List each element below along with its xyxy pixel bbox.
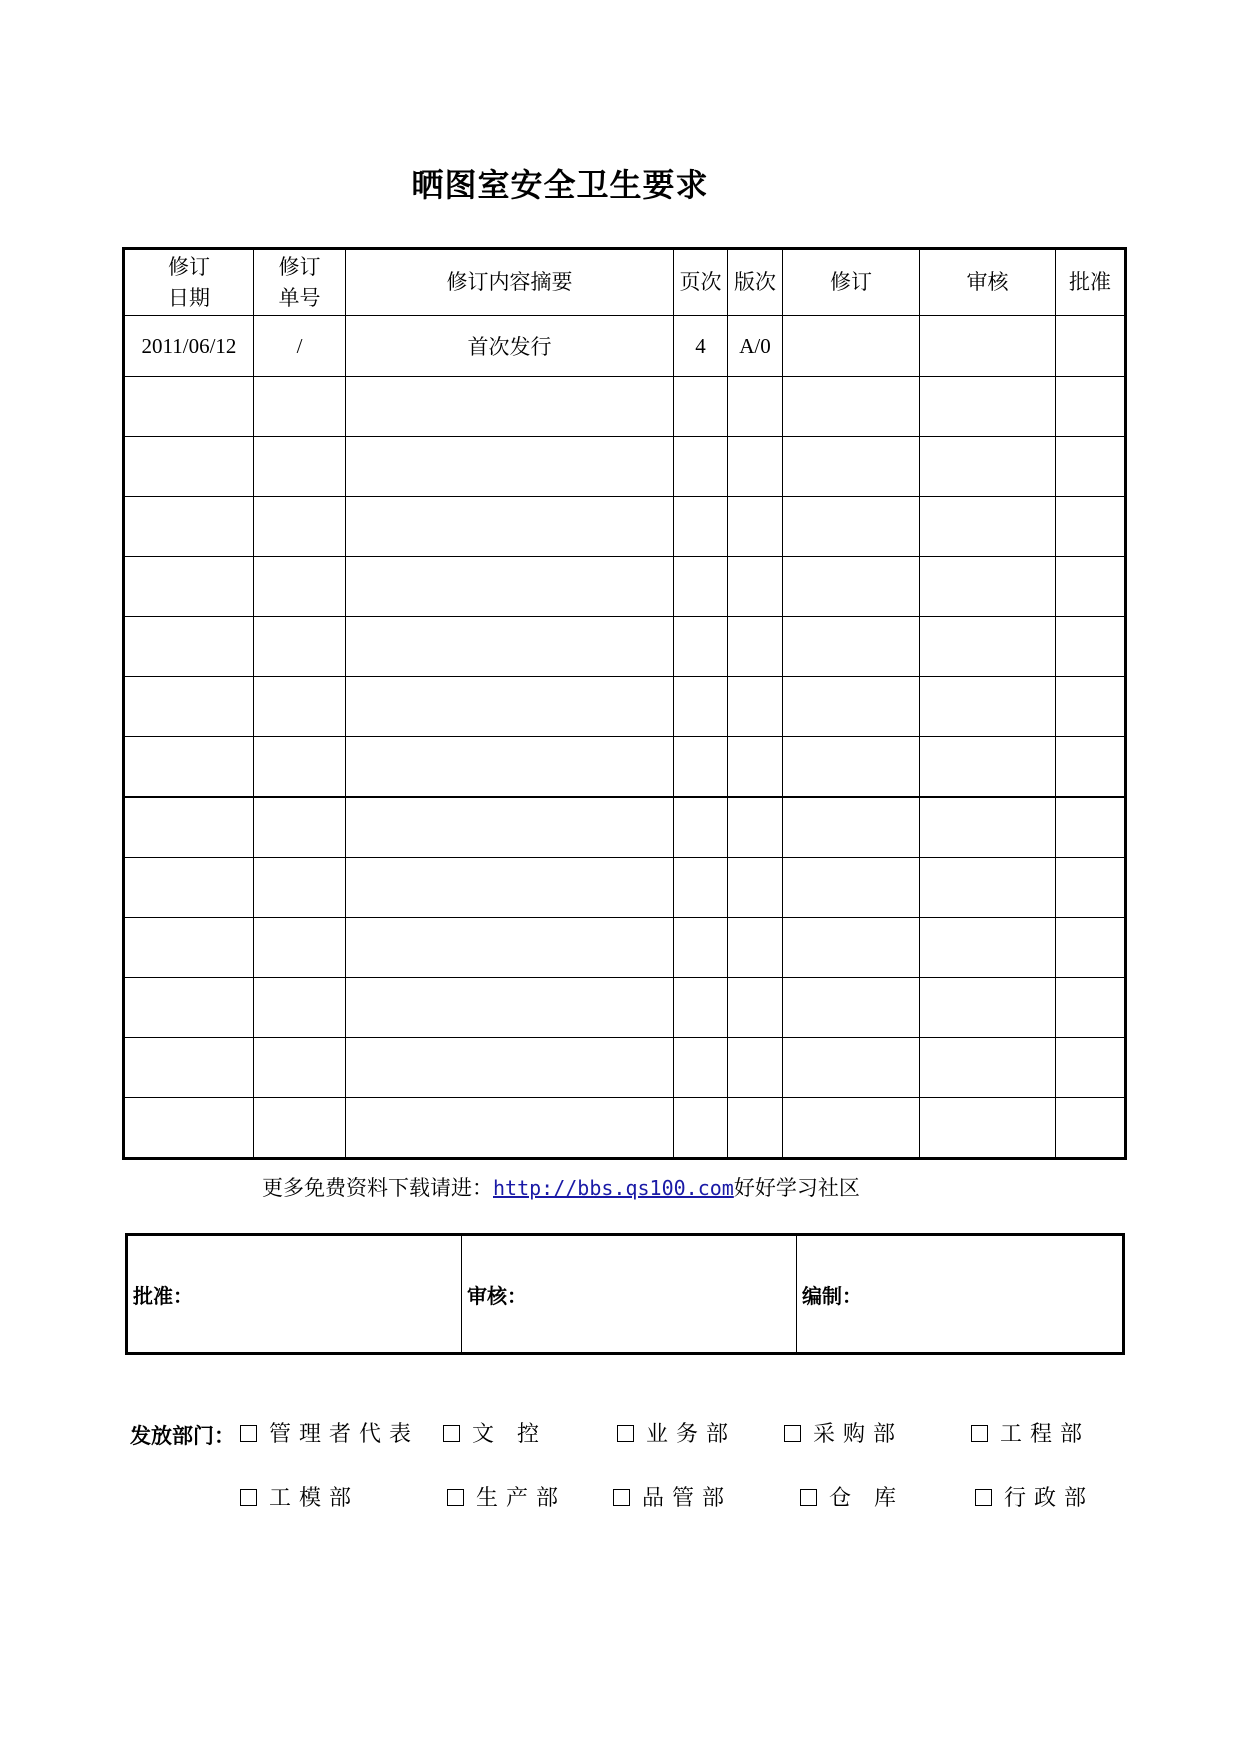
table-cell <box>920 737 1056 798</box>
table-cell <box>1056 497 1126 557</box>
table-cell <box>920 377 1056 437</box>
distribution-option-label: 文 控 <box>472 1422 547 1447</box>
table-cell <box>1056 978 1126 1038</box>
table-cell <box>346 918 674 978</box>
table-cell <box>254 557 346 617</box>
table-cell <box>254 377 346 437</box>
table-cell <box>254 978 346 1038</box>
table-cell <box>783 797 920 858</box>
table-cell <box>920 978 1056 1038</box>
table-cell <box>346 1038 674 1098</box>
checkbox-icon[interactable] <box>240 1425 257 1442</box>
table-cell <box>254 617 346 677</box>
distribution-option[interactable] <box>240 1417 419 1448</box>
table-cell <box>728 918 783 978</box>
table-cell <box>674 677 728 737</box>
table-cell <box>1056 1038 1126 1098</box>
table-cell <box>674 858 728 918</box>
table-cell <box>1056 316 1126 377</box>
table-cell <box>124 437 254 497</box>
table-cell <box>783 617 920 677</box>
table-cell <box>783 1098 920 1159</box>
distribution-option[interactable] <box>443 1417 547 1448</box>
table-cell <box>674 1038 728 1098</box>
table-row <box>124 737 1126 798</box>
table-cell <box>920 1098 1056 1159</box>
table-cell <box>254 437 346 497</box>
table-cell <box>1056 437 1126 497</box>
table-cell: 4 <box>674 316 728 377</box>
table-cell <box>920 316 1056 377</box>
distribution-option-label: 业务部 <box>646 1422 737 1447</box>
table-cell <box>124 1098 254 1159</box>
table-cell <box>254 1098 346 1159</box>
table-cell <box>783 737 920 798</box>
promo-prefix: 更多免费资料下载请进： <box>262 1176 493 1200</box>
table-cell <box>124 978 254 1038</box>
review-label: 审核： <box>467 1283 527 1308</box>
distribution-option-label: 仓 库 <box>829 1486 904 1511</box>
header-revision-date <box>124 249 254 316</box>
checkbox-icon[interactable] <box>613 1489 630 1506</box>
table-cell <box>254 858 346 918</box>
distribution-option[interactable] <box>240 1481 359 1512</box>
distribution-option-label: 工程部 <box>1000 1422 1091 1447</box>
table-cell <box>124 377 254 437</box>
table-cell <box>254 797 346 858</box>
distribution-option[interactable] <box>975 1481 1094 1512</box>
table-cell <box>124 737 254 798</box>
distribution-option[interactable] <box>613 1481 732 1512</box>
table-cell <box>1056 377 1126 437</box>
table-cell <box>920 858 1056 918</box>
table-row <box>124 316 1126 377</box>
table-row <box>124 557 1126 617</box>
checkbox-icon[interactable] <box>443 1425 460 1442</box>
table-cell <box>346 858 674 918</box>
table-row <box>124 858 1126 918</box>
table-cell <box>920 497 1056 557</box>
header-text: 修订内容摘要 <box>446 270 573 294</box>
distribution-option[interactable] <box>784 1417 903 1448</box>
table-cell <box>783 497 920 557</box>
table-cell <box>346 377 674 437</box>
table-cell <box>254 737 346 798</box>
table-cell <box>346 497 674 557</box>
prepare-cell[interactable] <box>797 1235 1124 1354</box>
table-cell <box>728 1038 783 1098</box>
table-cell <box>728 858 783 918</box>
table-cell <box>346 737 674 798</box>
checkbox-icon[interactable] <box>784 1425 801 1442</box>
table-cell <box>920 437 1056 497</box>
table-cell <box>783 677 920 737</box>
table-cell <box>920 797 1056 858</box>
table-cell: A/0 <box>728 316 783 377</box>
checkbox-icon[interactable] <box>617 1425 634 1442</box>
table-cell <box>254 497 346 557</box>
distribution-option[interactable] <box>617 1417 736 1448</box>
table-cell <box>674 437 728 497</box>
table-cell <box>346 437 674 497</box>
checkbox-icon[interactable] <box>447 1489 464 1506</box>
signature-table <box>125 1233 1125 1355</box>
table-row <box>124 1038 1126 1098</box>
checkbox-icon[interactable] <box>240 1489 257 1506</box>
table-cell <box>346 617 674 677</box>
table-cell <box>1056 1098 1126 1159</box>
table-cell <box>674 918 728 978</box>
table-cell <box>674 978 728 1038</box>
header-revision-summary <box>346 249 674 316</box>
table-cell: 首次发行 <box>346 316 674 377</box>
table-cell <box>674 377 728 437</box>
header-text: 修订 <box>830 270 872 294</box>
distribution-option[interactable] <box>800 1481 904 1512</box>
table-row <box>124 617 1126 677</box>
header-page <box>674 249 728 316</box>
table-cell <box>254 918 346 978</box>
table-cell <box>1056 737 1126 798</box>
table-cell <box>728 797 783 858</box>
table-cell <box>254 1038 346 1098</box>
table-cell <box>124 617 254 677</box>
table-row <box>124 978 1126 1038</box>
table-cell <box>1056 797 1126 858</box>
checkbox-icon[interactable] <box>800 1489 817 1506</box>
table-cell <box>920 918 1056 978</box>
approve-label: 批准： <box>133 1283 193 1308</box>
table-cell <box>728 978 783 1038</box>
table-cell <box>728 737 783 798</box>
distribution-option-label: 工模部 <box>269 1486 360 1511</box>
distribution-option-label: 行政部 <box>1004 1486 1095 1511</box>
header-text: 修订 日期 <box>168 254 210 310</box>
header-approved-by <box>1056 249 1126 316</box>
table-row <box>124 377 1126 437</box>
table-cell: 2011/06/12 <box>124 316 254 377</box>
table-cell: / <box>254 316 346 377</box>
table-cell <box>124 497 254 557</box>
approve-cell[interactable] <box>127 1235 462 1354</box>
distribution-option[interactable] <box>447 1481 566 1512</box>
table-cell <box>920 557 1056 617</box>
table-cell <box>728 377 783 437</box>
table-cell <box>674 1098 728 1159</box>
table-cell <box>254 677 346 737</box>
table-cell <box>783 316 920 377</box>
table-row <box>124 497 1126 557</box>
table-cell <box>783 437 920 497</box>
table-cell <box>783 978 920 1038</box>
header-version <box>728 249 783 316</box>
checkbox-icon[interactable] <box>975 1489 992 1506</box>
table-header-row <box>124 249 1126 316</box>
table-cell <box>783 557 920 617</box>
table-cell <box>346 557 674 617</box>
table-cell <box>783 1038 920 1098</box>
table-cell <box>728 617 783 677</box>
promo-link[interactable]: http://bbs.qs100.com <box>493 1176 734 1200</box>
table-cell <box>124 797 254 858</box>
prepare-label: 编制： <box>802 1283 862 1308</box>
table-row <box>124 918 1126 978</box>
table-cell <box>124 918 254 978</box>
table-cell <box>346 797 674 858</box>
table-cell <box>1056 918 1126 978</box>
promo-suffix: 好好学习社区 <box>733 1176 860 1200</box>
table-cell <box>783 377 920 437</box>
review-cell[interactable] <box>462 1235 797 1354</box>
table-cell <box>346 1098 674 1159</box>
table-cell <box>674 617 728 677</box>
distribution-option-label: 生产部 <box>476 1486 567 1511</box>
header-text: 批准 <box>1069 270 1111 294</box>
document-title: 晒图室安全卫生要求 <box>411 166 709 204</box>
table-cell <box>124 677 254 737</box>
table-cell <box>124 1038 254 1098</box>
table-cell <box>674 797 728 858</box>
table-cell <box>920 1038 1056 1098</box>
table-cell <box>346 677 674 737</box>
header-revision-number <box>254 249 346 316</box>
header-text: 页次 <box>679 270 722 294</box>
table-row <box>124 437 1126 497</box>
revision-table <box>122 247 1127 1160</box>
table-cell <box>124 858 254 918</box>
table-cell <box>674 737 728 798</box>
table-cell <box>783 918 920 978</box>
header-reviewed-by <box>920 249 1056 316</box>
distribution-option-label: 品管部 <box>642 1486 733 1511</box>
header-text: 修订 单号 <box>278 254 321 310</box>
distribution-option-label: 管理者代表 <box>269 1422 420 1447</box>
table-cell <box>346 978 674 1038</box>
table-cell <box>728 437 783 497</box>
table-cell <box>783 858 920 918</box>
table-cell <box>1056 858 1126 918</box>
table-cell <box>728 677 783 737</box>
distribution-option[interactable] <box>971 1417 1090 1448</box>
table-cell <box>674 557 728 617</box>
table-cell <box>1056 557 1126 617</box>
table-row <box>124 677 1126 737</box>
table-row <box>124 797 1126 858</box>
checkbox-icon[interactable] <box>971 1425 988 1442</box>
distribution-option-label: 采购部 <box>813 1422 904 1447</box>
table-cell <box>1056 677 1126 737</box>
promo-line <box>262 1172 860 1202</box>
table-cell <box>1056 617 1126 677</box>
table-cell <box>728 497 783 557</box>
header-text: 版次 <box>734 270 776 294</box>
table-cell <box>920 617 1056 677</box>
table-cell <box>674 497 728 557</box>
table-cell <box>124 557 254 617</box>
table-cell <box>728 557 783 617</box>
header-revised-by <box>783 249 920 316</box>
header-text: 审核 <box>966 270 1009 294</box>
distribution-label: 发放部门： <box>130 1424 235 1448</box>
table-row <box>124 1098 1126 1159</box>
table-cell <box>728 1098 783 1159</box>
table-cell <box>920 677 1056 737</box>
